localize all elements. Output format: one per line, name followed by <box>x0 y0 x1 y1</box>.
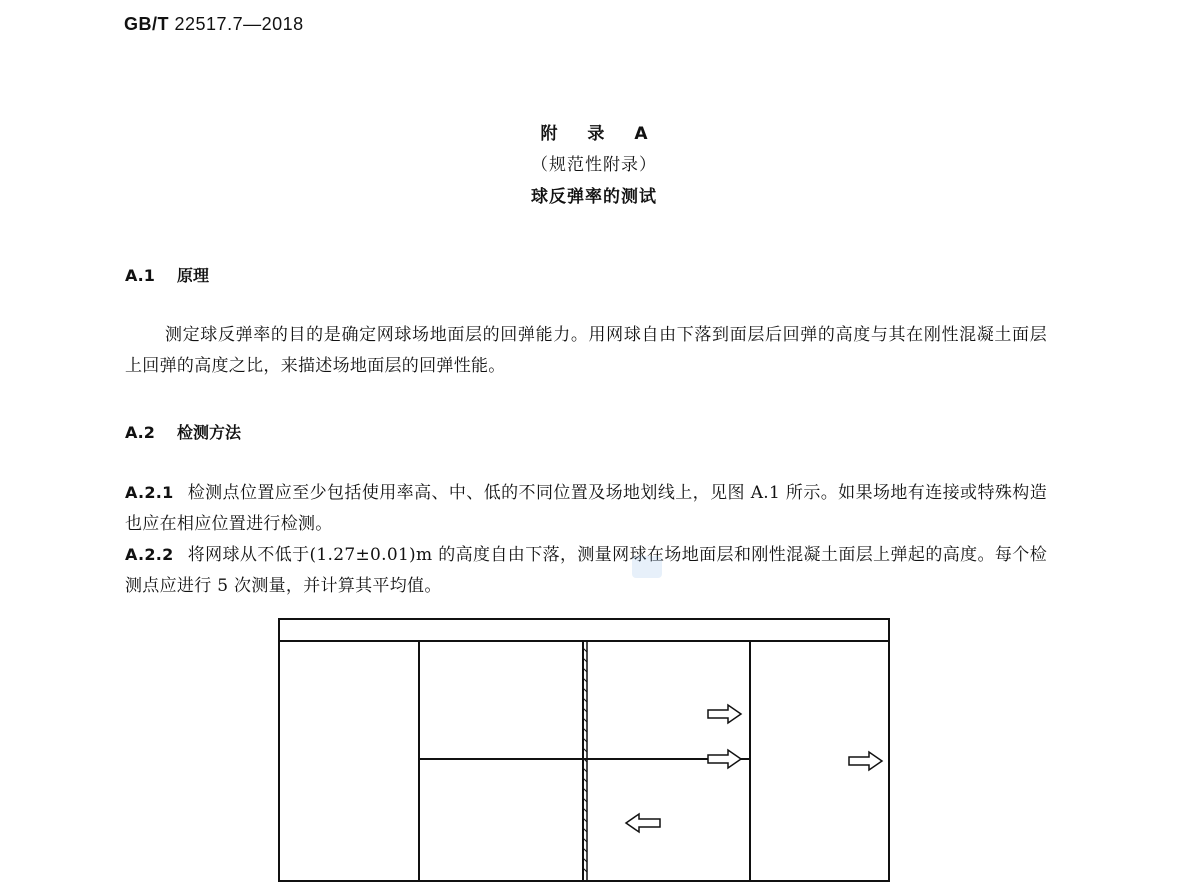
section-number: A.1 <box>125 266 155 285</box>
right-arrow-icon <box>849 752 882 770</box>
annex-nature: （规范性附录） <box>531 155 657 175</box>
right-arrow-icon <box>708 705 741 723</box>
section-heading-a2 <box>125 420 241 443</box>
section-heading-a1 <box>125 263 209 286</box>
clause-text: 将网球从不低于(1.27±0.01)m 的高度自由下落，测量网球在场地面层和刚性混凝土面层上弹起的高度。每个检测点应进行 5 次测量，并计算其平均值。 <box>125 545 1047 596</box>
principle-paragraph: 测定球反弹率的目的是确定网球场地面层的回弹能力。用网球自由下落到面层后回弹的高度与其在刚性混凝土面层上回弹的高度之比，来描述场地面层的回弹性能。 <box>125 325 1047 376</box>
left-arrow-icon <box>626 814 660 832</box>
annex-name: 球反弹率的测试 <box>531 187 657 207</box>
section-title: 原理 <box>177 266 210 285</box>
clause-text: 检测点位置应至少包括使用率高、中、低的不同位置及场地划线上，见图 A.1 所示。如果场地有连接或特殊构造也应在相应位置进行检测。 <box>125 483 1047 534</box>
clause-number: A.2.2 <box>125 545 174 564</box>
right-arrow-icon <box>708 750 741 768</box>
annex-title: 附 录 A <box>540 124 660 144</box>
net <box>583 641 587 881</box>
section-title: 检测方法 <box>177 423 242 442</box>
watermark-mark <box>632 556 662 578</box>
standard-number: 22517.7—2018 <box>174 14 304 34</box>
standard-code <box>124 14 304 35</box>
section-number: A.2 <box>125 423 155 442</box>
standard-prefix: GB/T <box>124 14 169 34</box>
clause-a21 <box>125 477 1047 540</box>
clause-number: A.2.1 <box>125 483 174 502</box>
court-diagram <box>278 618 892 882</box>
clause-a22 <box>125 539 1047 602</box>
